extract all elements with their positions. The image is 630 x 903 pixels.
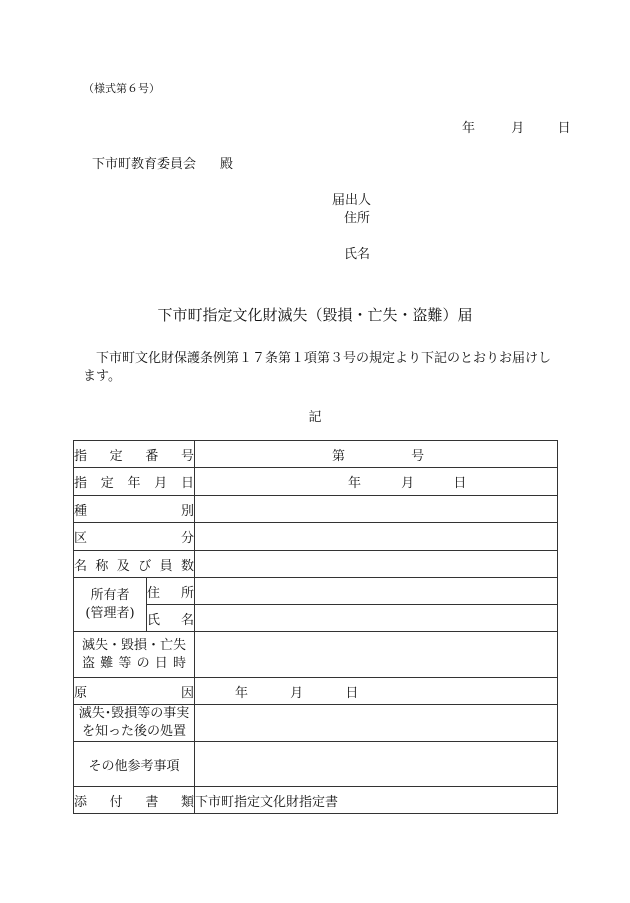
after-action-field[interactable] [195,705,558,742]
designation-date-month: 月 [401,476,415,491]
row-attachments [74,787,558,814]
row-designation-date [74,468,558,496]
cause-year: 年 [235,685,249,701]
attachments-label: 添付書類 [74,787,195,814]
record-table [73,440,558,814]
designation-date-year: 年 [348,476,362,491]
row-cause [74,678,558,705]
date-day: 日 [557,121,571,136]
loss-datetime-field[interactable] [195,632,558,678]
document-title: 下市町指定文化財滅失（毀損・亡失・盗難）届 [157,306,473,324]
cause-field[interactable] [195,678,558,705]
owner-label-line2: (管理者) [85,605,135,621]
addressee-name: 下市町教育委員会 [92,157,197,172]
cause-day: 日 [345,685,359,701]
addressee [92,153,233,172]
addressee-suffix: 殿 [220,157,234,172]
attachments-value[interactable]: 下市町指定文化財指定書 [195,787,558,814]
cause-label: 原因 [74,678,195,705]
ki-heading: 記 [308,410,322,425]
body-text: 下市町文化財保護条例第１７条第１項第３号の規定より下記のとおりお届けします。 [83,351,552,384]
after-action-label-line1: 滅失･毀損等の事実 [78,706,190,721]
designation-date-label: 指定年月日 [74,468,195,496]
name-count-field[interactable] [195,551,558,578]
type-label: 種別 [74,496,195,523]
date-month: 月 [511,121,525,136]
after-action-label-line2: を知った後の処置 [82,724,187,739]
name-count-label: 名称及び員数 [74,551,195,578]
row-designation-number [74,441,558,468]
category-field[interactable] [195,523,558,551]
loss-datetime-label [74,632,195,678]
row-name-count [74,551,558,578]
submission-date [462,117,571,136]
after-action-label [74,705,195,742]
row-owner-name [74,605,558,632]
owner-name-field[interactable] [195,605,558,632]
other-notes-field[interactable] [195,742,558,787]
row-type [74,496,558,523]
designation-number-suffix: 号 [411,448,425,464]
date-year: 年 [462,121,476,136]
owner-label [74,578,147,632]
designation-number-label: 指定番号 [74,441,195,468]
row-after-action [74,705,558,742]
designation-number-prefix: 第 [332,448,346,464]
applicant-label: 届出人 [332,193,372,208]
cause-month: 月 [290,685,304,701]
loss-datetime-label-line1: 滅失・毀損・亡失 [82,637,187,653]
type-field[interactable] [195,496,558,523]
owner-label-line1: 所有者 [90,587,130,603]
applicant-name-label: 氏名 [344,247,371,262]
row-owner-address [74,578,558,605]
designation-date-field[interactable] [195,468,558,496]
row-other-notes [74,742,558,787]
row-category [74,523,558,551]
applicant-address-label: 住所 [344,211,371,226]
owner-name-label: 氏名 [147,605,195,632]
owner-address-field[interactable] [195,578,558,605]
form-number: （様式第６号） [83,82,160,95]
other-notes-label: その他参考事項 [74,742,195,787]
row-loss-datetime [74,632,558,678]
category-label: 区分 [74,523,195,551]
owner-address-label: 住所 [147,578,195,605]
designation-date-day: 日 [453,476,467,491]
loss-datetime-label-line2: 盗難等の日時 [82,655,187,671]
designation-number-field[interactable] [195,441,558,468]
